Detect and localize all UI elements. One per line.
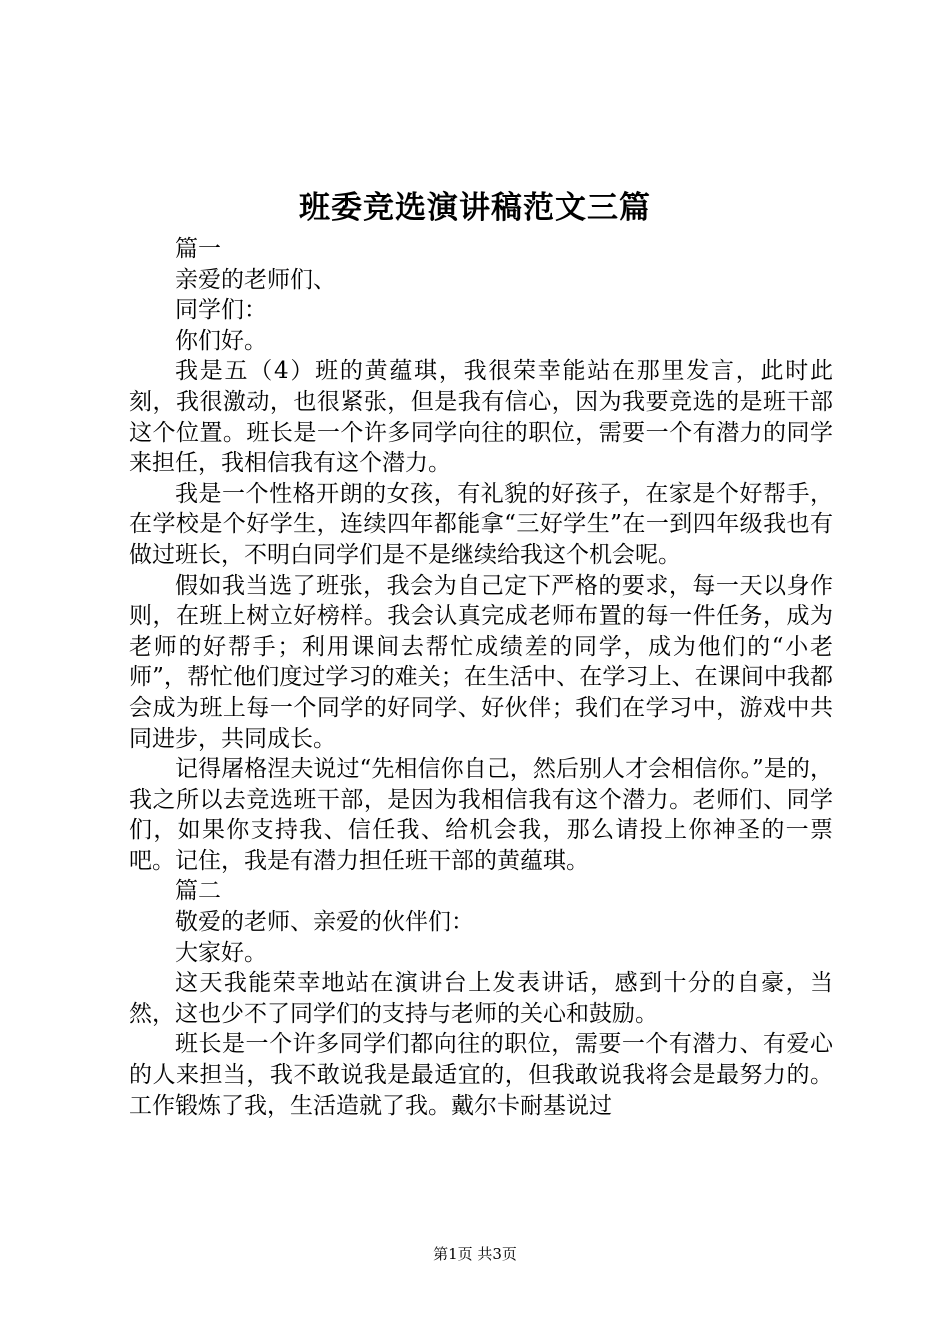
paragraph-salutation-3: 敬爱的老师、亲爱的伙伴们： bbox=[175, 909, 474, 936]
paragraph-honor: 这天我能荣幸地站在演讲台上发表讲话，感到十分的自豪，当然，这也少不了同学们的支持与老师的关心和鼓励。 bbox=[129, 970, 833, 1027]
paragraph-salutation-2: 同学们： bbox=[175, 297, 267, 324]
paragraph-salutation-1: 亲爱的老师们、 bbox=[175, 266, 336, 293]
document-body bbox=[129, 234, 833, 1121]
paragraph-monitor-role: 班长是一个许多同学们都向往的职位，需要一个有潜力、有爱心的人来担当，我不敢说我是最适宜的，但我敢说我将会是最努力的。工作锻炼了我，生活造就了我。戴尔卡耐基说过 bbox=[129, 1031, 833, 1119]
paragraph-greeting-2: 大家好。 bbox=[175, 939, 267, 966]
paragraph-plan: 假如我当选了班张，我会为自己定下严格的要求，每一天以身作则，在班上树立好榜样。我会认真完成老师布置的每一件任务，成为老师的好帮手；利用课间去帮忙成绩差的同学，成为他们的“小老师”，帮忙他们度过学习的难关；在生活中、在学习上、在课间中我都会成为班上每一个同学的好同学、好伙伴；我们在学习中，游戏中共同进步，共同成长。 bbox=[129, 572, 833, 752]
paragraph-personality: 我是一个性格开朗的女孩，有礼貌的好孩子，在家是个好帮手，在学校是个好学生，连续四年都能拿“三好学生”在一到四年级我也有做过班长，不明白同学们是不是继续给我这个机会呢。 bbox=[129, 480, 833, 568]
paragraph-greeting: 你们好。 bbox=[175, 327, 267, 354]
paragraph-heading-2: 篇二 bbox=[175, 878, 221, 905]
document-title: 班委竞选演讲稿范文三篇 bbox=[299, 190, 651, 226]
page-footer: 第1页 共3页 bbox=[433, 1245, 517, 1263]
paragraph-intro: 我是五（4）班的黄蕴琪，我很荣幸能站在那里发言，此时此刻，我很激动，也很紧张，但是我有信心，因为我要竞选的是班干部这个位置。班长是一个许多同学向往的职位，需要一个有潜力的同学来担任，我相信我有这个潜力。 bbox=[129, 358, 833, 477]
paragraph-heading-1: 篇一 bbox=[175, 236, 221, 262]
paragraph-closing: 记得屠格涅夫说过“先相信你自己，然后别人才会相信你。”是的，我之所以去竞选班干部，是因为我相信我有这个潜力。老师们、同学们，如果你支持我、信任我、给机会我，那么请投上你神圣的一票吧。记住，我是有潜力担任班干部的黄蕴琪。 bbox=[129, 756, 833, 874]
